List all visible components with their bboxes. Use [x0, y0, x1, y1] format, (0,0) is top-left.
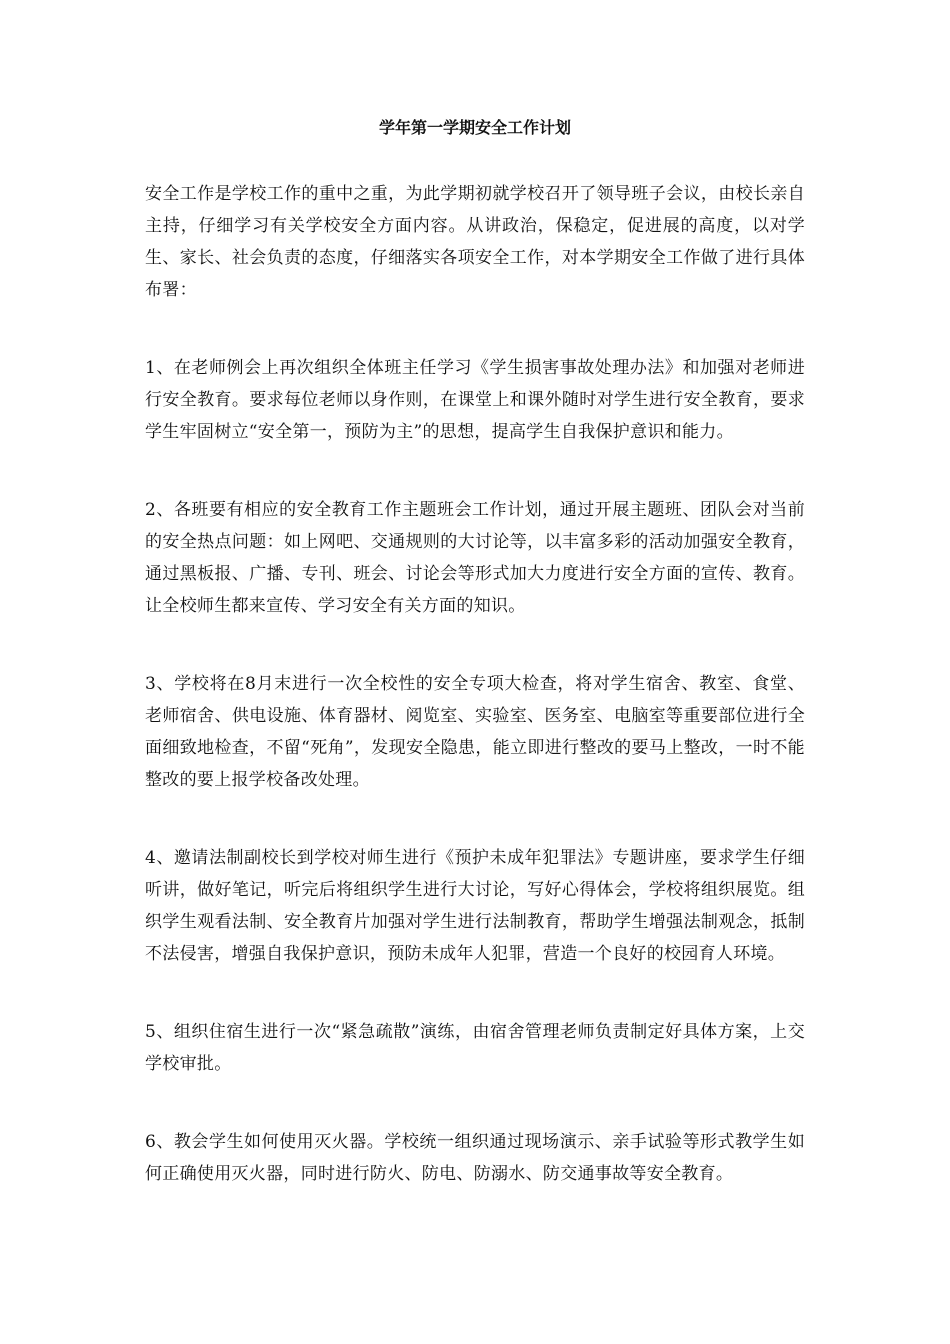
document-body — [145, 178, 805, 1236]
item-paragraph-5: 5、组织住宿生进行一次“紧急疏散”演练，由宿舍管理老师负责制定好具体方案，上交学校审批。 — [145, 1022, 805, 1074]
item-paragraph-6: 6、教会学生如何使用灭火器。学校统一组织通过现场演示、亲手试验等形式教学生如何正确使用灭火器，同时进行防火、防电、防溺水、防交通事故等安全教育。 — [145, 1132, 805, 1184]
item-paragraph-1: 1、在老师例会上再次组织全体班主任学习《学生损害事故处理办法》和加强对老师进行安全教育。要求每位老师以身作则，在课堂上和课外随时对学生进行安全教育，要求学生牢固树立“安全第一，预防为主”的思想，提高学生自我保护意识和能力。 — [145, 358, 805, 442]
item-paragraph-3: 3、学校将在8月末进行一次全校性的安全专项大检查，将对学生宿舍、教室、食堂、老师宿舍、供电设施、体育器材、阅览室、实验室、医务室、电脑室等重要部位进行全面细致地检查，不留“死角”，发现安全隐患，能立即进行整改的要马上整改，一时不能整改的要上报学校备改处理。 — [145, 674, 805, 790]
item-paragraph-2: 2、各班要有相应的安全教育工作主题班会工作计划，通过开展主题班、团队会对当前的安全热点问题：如上网吧、交通规则的大讨论等，以丰富多彩的活动加强安全教育，通过黑板报、广播、专刊、班会、讨论会等形式加大力度进行安全方面的宣传、教育。让全校师生都来宣传、学习安全有关方面的知识。 — [145, 500, 805, 616]
item-paragraph-4: 4、邀请法制副校长到学校对师生进行《预护未成年犯罪法》专题讲座，要求学生仔细听讲，做好笔记，听完后将组织学生进行大讨论，写好心得体会，学校将组织展览。组织学生观看法制、安全教育片加强对学生进行法制教育，帮助学生增强法制观念，抵制不法侵害，增强自我保护意识，预防未成年人犯罪，营造一个良好的校园育人环境。 — [145, 848, 805, 964]
document-title: 学年第一学期安全工作计划 — [378, 118, 571, 137]
intro-paragraph: 安全工作是学校工作的重中之重，为此学期初就学校召开了领导班子会议，由校长亲自主持，仔细学习有关学校安全方面内容。从讲政治，保稳定，促进展的高度，以对学生、家长、社会负责的态度，仔细落实各项安全工作，对本学期安全工作做了进行具体布署： — [145, 184, 805, 300]
